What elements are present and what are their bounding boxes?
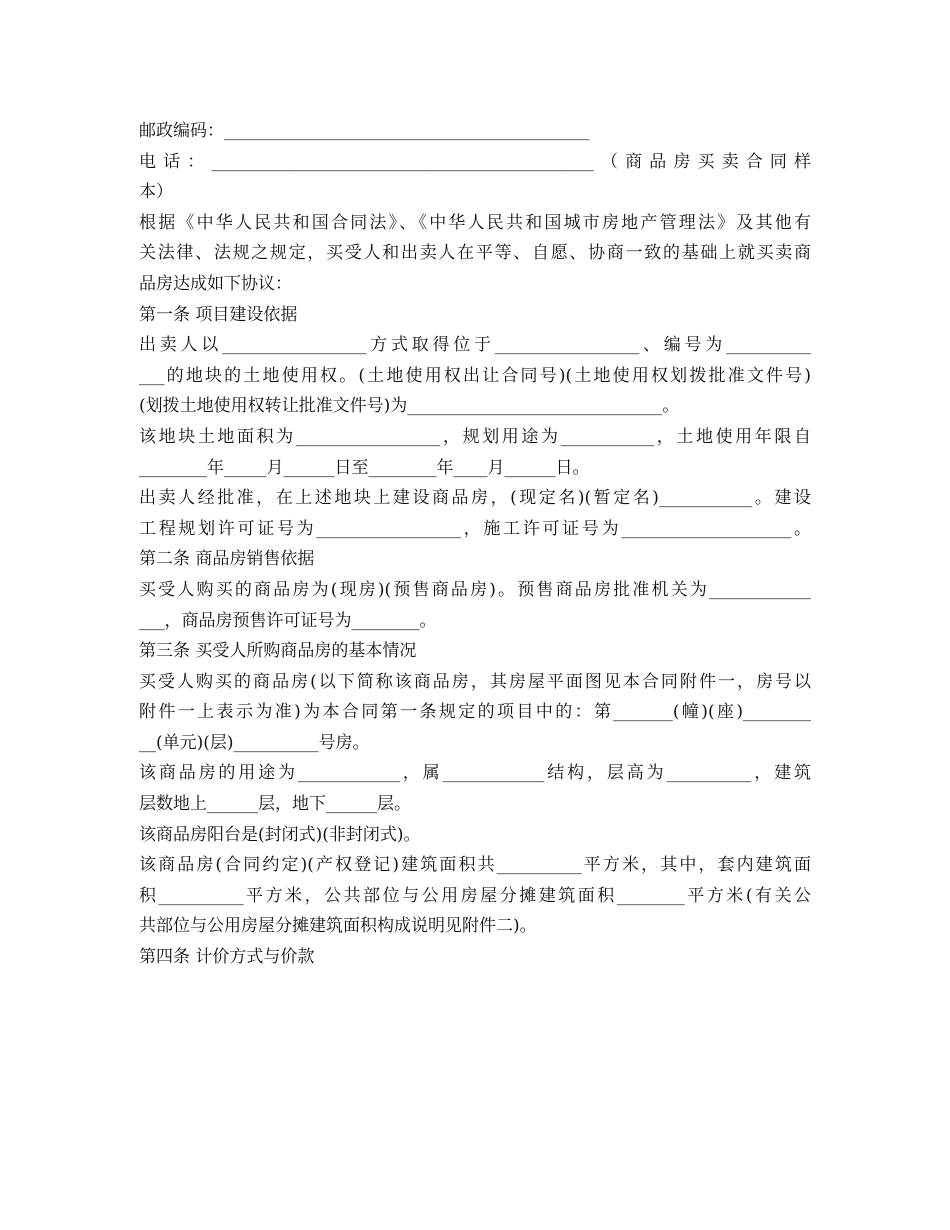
body-line: 买受人购买的商品房(以下简称该商品房，其房屋平面图见本合同附件一，房号以 (139, 671, 811, 692)
body-line: 该地块土地面积为_________________，规划用途为___________，土地使用年限自 (139, 426, 811, 447)
body-line: 该商品房(合同约定)(产权登记)建筑面积共__________平方米，其中，套内建筑面 (139, 855, 811, 876)
body-line: 工程规划许可证号为_________________，施工许可证号为____________________。 (139, 518, 811, 539)
phone-line: 电话：_____________________________________________（商品房买卖合同样 (139, 151, 811, 172)
postal-code-line: 邮政编码：___________________________________________ (139, 121, 590, 141)
body-line: 附件一上表示为准)为本合同第一条规定的项目中的：第_______(幢)(座)________ (139, 702, 811, 723)
body-line: ___的地块的土地使用权。(土地使用权出让合同号)(土地使用权划拨批准文件号) (139, 365, 811, 386)
body-line: 品房达成如下协议： (139, 273, 292, 294)
body-line: 本） (139, 182, 173, 203)
body-line: 根据《中华人民共和国合同法》、《中华人民共和国城市房地产管理法》及其他有 (139, 212, 811, 233)
body-line: ________年_____月______日至________年____月______日。 (139, 457, 590, 478)
body-line: 该商品房的用途为____________，属____________结构，层高为__________，建筑 (139, 763, 811, 784)
body-line: 关法律、法规之规定，买受人和出卖人在平等、自愿、协商一致的基础上就买卖商 (139, 243, 811, 264)
document-page (139, 116, 811, 973)
body-line: (划拨土地使用权转让批准文件号)为______________________________。 (139, 396, 680, 417)
article-1-heading: 第一条 项目建设依据 (139, 304, 298, 325)
body-line: 出卖人以_________________方式取得位于_________________、编号为__________ (139, 335, 811, 356)
body-line: 买受人购买的商品房为(现房)(预售商品房)。预售商品房批准机关为____________ (139, 579, 811, 600)
body-line: 积__________平方米，公共部位与公用房屋分摊建筑面积________平方米(有关公 (139, 885, 811, 906)
body-line: 出卖人经批准，在上述地块上建设商品房，(现定名)(暂定名)___________。建设 (139, 488, 811, 509)
body-line: 该商品房阳台是(封闭式)(非封闭式)。 (139, 824, 421, 845)
body-line: 层数地上______层，地下______层。 (139, 794, 411, 815)
article-2-heading: 第二条 商品房销售依据 (139, 549, 315, 570)
body-line: 共部位与公用房屋分摊建筑面积构成说明见附件二)。 (139, 916, 537, 937)
article-4-heading: 第四条 计价方式与价款 (139, 947, 315, 968)
article-3-heading: 第三条 买受人所购商品房的基本情况 (139, 641, 417, 662)
body-line: ___，商品房预售许可证号为________。 (139, 610, 437, 631)
body-line: __(单元)(层)__________号房。 (139, 732, 370, 753)
